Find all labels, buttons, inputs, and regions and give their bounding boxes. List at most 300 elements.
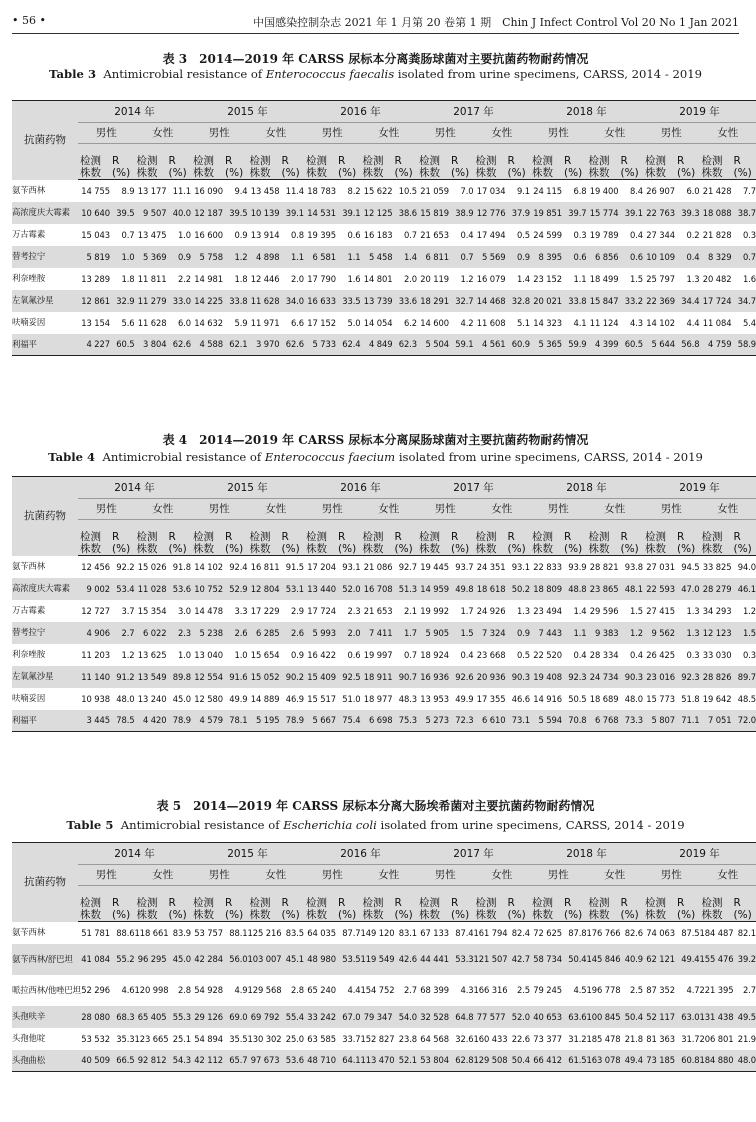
resistance-rate-cell: 48.5 bbox=[737, 693, 756, 704]
count-column-header bbox=[643, 144, 675, 180]
isolate-count-cell: 18 088 bbox=[702, 207, 732, 218]
resistance-rate-cell: 39.3 bbox=[681, 207, 700, 218]
resistance-rate-cell: 5.4 bbox=[742, 317, 756, 328]
isolate-count-cell: 15 773 bbox=[646, 693, 675, 704]
isolate-count-cell: 145 846 bbox=[586, 954, 621, 964]
isolate-count-cell: 13 914 bbox=[250, 229, 280, 240]
drug-name: 头孢他啶 bbox=[12, 1033, 46, 1043]
sex-header-male: 男性 bbox=[643, 123, 700, 144]
count-column-header bbox=[248, 886, 280, 922]
count-label-line1: 检测 bbox=[362, 531, 384, 543]
isolate-count-cell: 22 833 bbox=[533, 561, 562, 572]
count-column-header bbox=[643, 520, 675, 556]
r-label-line1: R bbox=[564, 155, 572, 167]
resistance-rate-cell: 0.7 bbox=[121, 229, 135, 240]
drug-column-header: 抗菌药物 bbox=[12, 477, 78, 556]
isolate-count-cell: 166 316 bbox=[473, 985, 508, 995]
drug-name: 哌拉西林/他唑巴坦 bbox=[12, 984, 81, 995]
drug-column-header: 抗菌药物 bbox=[12, 843, 78, 922]
r-label-line2: (%) bbox=[338, 543, 357, 555]
table-row bbox=[12, 666, 756, 688]
year-header: 2018 年 bbox=[530, 843, 643, 865]
isolate-count-cell: 19 851 bbox=[533, 207, 562, 218]
r-label-line1: R bbox=[564, 531, 572, 543]
isolate-count-cell: 24 599 bbox=[533, 229, 562, 240]
drug-name: 头孢呋辛 bbox=[12, 1011, 46, 1021]
count-label-line2: 株数 bbox=[249, 167, 271, 179]
resistance-rate-cell: 54.0 bbox=[398, 1011, 417, 1022]
resistance-rate-cell: 78.9 bbox=[280, 710, 305, 732]
resistance-rate-cell: 10.5 bbox=[398, 185, 417, 196]
journal-citation: 中国感染控制杂志 2021 年 1 月第 20 卷第 1 期 Chin J Infect Control Vol 20 No 1 Jan 2021 bbox=[253, 16, 739, 29]
count-label-line2: 株数 bbox=[588, 909, 610, 921]
resistance-rate-cell: 56.0 bbox=[229, 954, 248, 964]
resistance-rate-cell: 53.4 bbox=[116, 583, 135, 594]
resistance-rate-cell: 1.2 bbox=[629, 627, 643, 638]
count-label-line2: 株数 bbox=[645, 543, 666, 555]
resistance-rate-cell: 33.8 bbox=[229, 295, 248, 306]
isolate-count-cell: 196 778 bbox=[586, 985, 621, 995]
r-label-line2: (%) bbox=[733, 167, 752, 179]
resistance-rate-cell: 62.6 bbox=[280, 334, 305, 356]
resistance-rate-cell: 82.1 bbox=[737, 927, 756, 938]
resistance-rate-cell: 60.9 bbox=[506, 334, 531, 356]
resistance-rate-cell: 63.0 bbox=[681, 1011, 700, 1022]
resistance-rate-cell: 52.0 bbox=[342, 583, 361, 594]
isolate-count-cell: 10 752 bbox=[194, 583, 223, 594]
sex-header-male: 男性 bbox=[78, 123, 135, 144]
resistance-rate-cell: 6.0 bbox=[686, 185, 700, 196]
sex-header-female: 女性 bbox=[587, 865, 644, 886]
resistance-rate-cell: 5.9 bbox=[234, 317, 248, 328]
resistance-rate-cell: 62.8 bbox=[449, 1050, 474, 1072]
resistance-rate-cell: 91.8 bbox=[172, 561, 191, 572]
count-label-line2: 株数 bbox=[701, 543, 723, 555]
resistance-rate-cell: 51.0 bbox=[342, 693, 361, 704]
drug-column-header: 抗菌药物 bbox=[12, 101, 78, 180]
isolate-count-cell: 5 504 bbox=[417, 334, 449, 356]
isolate-count-cell: 96 295 bbox=[137, 954, 167, 964]
count-column-header bbox=[474, 520, 506, 556]
isolate-count-cell: 4 906 bbox=[86, 627, 110, 638]
resistance-rate-cell: 2.0 bbox=[403, 273, 417, 284]
resistance-rate-cell: 90.7 bbox=[398, 671, 417, 682]
resistance-column-header bbox=[732, 144, 756, 180]
isolate-count-cell: 29 596 bbox=[589, 605, 619, 616]
resistance-rate-cell: 4.1 bbox=[573, 317, 587, 328]
count-label-line2: 株数 bbox=[475, 909, 497, 921]
isolate-count-cell: 22 520 bbox=[533, 649, 562, 660]
r-label-line1: R bbox=[451, 531, 459, 543]
isolate-count-cell: 16 936 bbox=[420, 671, 449, 682]
count-label-line1: 检测 bbox=[136, 531, 158, 543]
resistance-rate-cell: 1.2 bbox=[234, 251, 248, 262]
isolate-count-cell: 58 734 bbox=[533, 954, 562, 964]
r-label-line2: (%) bbox=[281, 909, 300, 921]
count-column-header bbox=[191, 144, 223, 180]
caption-text: Antimicrobial resistance of bbox=[102, 450, 265, 464]
isolate-count-cell: 4 227 bbox=[78, 334, 110, 356]
r-label-line2: (%) bbox=[507, 543, 526, 555]
isolate-count-cell: 69 792 bbox=[250, 1011, 280, 1022]
resistance-rate-cell: 53.1 bbox=[285, 583, 304, 594]
isolate-count-cell: 11 279 bbox=[137, 295, 167, 306]
isolate-count-cell: 27 415 bbox=[646, 605, 675, 616]
resistance-rate-cell: 0.9 bbox=[177, 251, 191, 262]
r-label-line1: R bbox=[620, 897, 628, 909]
r-label-line2: (%) bbox=[620, 167, 639, 179]
r-label-line1: R bbox=[225, 155, 233, 167]
resistance-rate-cell: 46.9 bbox=[285, 693, 304, 704]
isolate-count-cell: 10 109 bbox=[646, 251, 675, 262]
resistance-rate-cell: 1.6 bbox=[347, 273, 361, 284]
isolate-count-cell: 26 425 bbox=[646, 649, 675, 660]
resistance-rate-cell: 48.0 bbox=[116, 693, 135, 704]
resistance-rate-cell: 0.4 bbox=[460, 649, 474, 660]
resistance-rate-cell: 2.1 bbox=[403, 605, 417, 616]
drug-name: 万古霉素 bbox=[12, 605, 46, 615]
r-label-line2: (%) bbox=[338, 909, 357, 921]
resistance-rate-cell: 49.9 bbox=[455, 693, 474, 704]
r-label-line2: (%) bbox=[225, 909, 244, 921]
count-label-line1: 检测 bbox=[419, 155, 440, 167]
isolate-count-cell: 6 768 bbox=[587, 710, 619, 732]
resistance-rate-cell: 5.1 bbox=[516, 317, 530, 328]
resistance-rate-cell: 94.0 bbox=[737, 561, 756, 572]
resistance-rate-cell: 1.0 bbox=[121, 251, 135, 262]
resistance-column-header bbox=[506, 520, 531, 556]
resistance-rate-cell: 3.7 bbox=[121, 605, 135, 616]
r-label-line1: R bbox=[451, 897, 459, 909]
resistance-rate-cell: 46.1 bbox=[737, 583, 756, 594]
count-label-line1: 检测 bbox=[475, 897, 497, 909]
count-column-header bbox=[587, 520, 619, 556]
resistance-column-header bbox=[393, 520, 418, 556]
table-row bbox=[12, 944, 756, 975]
isolate-count-cell: 15 354 bbox=[137, 605, 167, 616]
isolate-count-cell: 163 078 bbox=[587, 1050, 619, 1072]
count-label-line1: 检测 bbox=[249, 897, 271, 909]
table-row bbox=[12, 180, 756, 202]
isolate-count-cell: 14 102 bbox=[646, 317, 675, 328]
r-label-line2: (%) bbox=[168, 167, 187, 179]
sex-header-female: 女性 bbox=[361, 499, 418, 520]
sex-header-male: 男性 bbox=[417, 499, 474, 520]
isolate-count-cell: 7 051 bbox=[700, 710, 732, 732]
count-column-header bbox=[248, 144, 280, 180]
resistance-rate-cell: 0.6 bbox=[573, 251, 587, 262]
isolate-count-cell: 12 187 bbox=[194, 207, 223, 218]
resistance-rate-cell: 11.4 bbox=[285, 185, 304, 196]
isolate-count-cell: 15 819 bbox=[420, 207, 449, 218]
isolate-count-cell: 6 581 bbox=[312, 251, 336, 262]
drug-name: 利福平 bbox=[12, 334, 78, 356]
resistance-rate-cell: 1.3 bbox=[686, 273, 700, 284]
isolate-count-cell: 5 365 bbox=[530, 334, 562, 356]
resistance-rate-cell: 34.7 bbox=[737, 295, 756, 306]
resistance-rate-cell: 69.0 bbox=[229, 1011, 248, 1022]
resistance-rate-cell: 6.2 bbox=[403, 317, 417, 328]
isolate-count-cell: 123 665 bbox=[134, 1033, 169, 1044]
isolate-count-cell: 17 355 bbox=[476, 693, 506, 704]
drug-name: 呋喃妥因 bbox=[12, 317, 46, 327]
isolate-count-cell: 16 079 bbox=[476, 273, 506, 284]
resistance-rate-cell: 0.4 bbox=[686, 251, 700, 262]
organism-name: Enterococcus faecalis bbox=[265, 67, 395, 81]
resistance-rate-cell: 50.4 bbox=[506, 1050, 531, 1072]
resistance-rate-cell: 62.4 bbox=[336, 334, 361, 356]
count-label-line2: 株数 bbox=[532, 543, 553, 555]
isolate-count-cell: 184 880 bbox=[700, 1050, 732, 1072]
sex-header-male: 男性 bbox=[643, 499, 700, 520]
drug-name: 替考拉宁 bbox=[12, 251, 46, 261]
resistance-rate-cell: 48.8 bbox=[568, 583, 587, 594]
resistance-rate-cell: 48.0 bbox=[624, 693, 643, 704]
resistance-rate-cell: 6.6 bbox=[290, 317, 304, 328]
resistance-rate-cell: 55.3 bbox=[172, 1011, 191, 1022]
resistance-rate-cell: 90.3 bbox=[624, 671, 643, 682]
resistance-rate-cell: 1.2 bbox=[460, 273, 474, 284]
isolate-count-cell: 13 549 bbox=[137, 671, 167, 682]
count-column-header bbox=[700, 144, 732, 180]
resistance-rate-cell: 3.3 bbox=[234, 605, 248, 616]
isolate-count-cell: 53 804 bbox=[417, 1050, 449, 1072]
isolate-count-cell: 42 112 bbox=[191, 1050, 223, 1072]
isolate-count-cell: 11 628 bbox=[137, 317, 167, 328]
table-row bbox=[12, 224, 756, 246]
resistance-column-header bbox=[619, 144, 644, 180]
isolate-count-cell: 15 043 bbox=[81, 229, 110, 240]
sex-header-female: 女性 bbox=[474, 865, 531, 886]
r-label-line1: R bbox=[338, 531, 346, 543]
resistance-rate-cell: 0.9 bbox=[290, 649, 304, 660]
isolate-count-cell: 20 482 bbox=[702, 273, 732, 284]
resistance-rate-cell: 91.5 bbox=[285, 561, 304, 572]
count-column-header bbox=[248, 520, 280, 556]
count-label-line1: 检测 bbox=[475, 155, 497, 167]
drug-name: 万古霉素 bbox=[12, 229, 46, 239]
resistance-rate-cell: 50.4 bbox=[624, 1011, 643, 1022]
isolate-count-cell: 6 811 bbox=[425, 251, 449, 262]
isolate-count-cell: 8 395 bbox=[538, 251, 562, 262]
resistance-rate-cell: 83.1 bbox=[398, 927, 417, 938]
count-label-line2: 株数 bbox=[701, 167, 723, 179]
isolate-count-cell: 5 569 bbox=[482, 251, 506, 262]
resistance-rate-cell: 59.9 bbox=[562, 334, 587, 356]
resistance-rate-cell: 1.2 bbox=[121, 649, 135, 660]
count-label-line1: 检测 bbox=[588, 155, 610, 167]
resistance-rate-cell: 91.2 bbox=[116, 671, 135, 682]
resistance-rate-cell: 38.9 bbox=[455, 207, 474, 218]
r-label-line2: (%) bbox=[112, 543, 131, 555]
isolate-count-cell: 21 653 bbox=[420, 229, 449, 240]
count-column-header bbox=[587, 144, 619, 180]
isolate-count-cell: 87 352 bbox=[646, 985, 675, 995]
r-label-line2: (%) bbox=[112, 909, 131, 921]
isolate-count-cell: 21 828 bbox=[702, 229, 732, 240]
resistance-rate-cell: 55.2 bbox=[116, 954, 135, 964]
isolate-count-cell: 53 757 bbox=[194, 927, 223, 938]
resistance-table-5 bbox=[12, 842, 756, 1072]
count-label-line2: 株数 bbox=[362, 909, 384, 921]
isolate-count-cell: 103 007 bbox=[247, 954, 282, 964]
resistance-rate-cell: 0.9 bbox=[234, 229, 248, 240]
count-label-line1: 检测 bbox=[701, 155, 723, 167]
resistance-rate-cell: 90.2 bbox=[285, 671, 304, 682]
sex-header-female: 女性 bbox=[135, 865, 192, 886]
year-header: 2014 年 bbox=[78, 101, 191, 123]
table-row bbox=[12, 600, 756, 622]
resistance-column-header bbox=[280, 886, 305, 922]
isolate-count-cell: 11 084 bbox=[702, 317, 732, 328]
count-label-line1: 检测 bbox=[532, 897, 553, 909]
resistance-rate-cell: 52.0 bbox=[511, 1011, 530, 1022]
resistance-rate-cell: 39.5 bbox=[116, 207, 135, 218]
sex-header-male: 男性 bbox=[78, 499, 135, 520]
count-column-header bbox=[417, 144, 449, 180]
table-row bbox=[12, 312, 756, 334]
r-label-line2: (%) bbox=[677, 909, 696, 921]
table-row bbox=[12, 290, 756, 312]
isolate-count-cell: 5 594 bbox=[530, 710, 562, 732]
resistance-rate-cell: 32.7 bbox=[455, 295, 474, 306]
isolate-count-cell: 13 154 bbox=[81, 317, 110, 328]
resistance-rate-cell: 42.6 bbox=[398, 954, 417, 964]
isolate-count-cell: 65 405 bbox=[137, 1011, 167, 1022]
isolate-count-cell: 185 478 bbox=[586, 1033, 621, 1044]
isolate-count-cell: 120 998 bbox=[134, 985, 169, 995]
isolate-count-cell: 184 487 bbox=[699, 927, 734, 938]
r-label-line2: (%) bbox=[225, 167, 244, 179]
caption-text: Antimicrobial resistance of bbox=[120, 818, 284, 832]
resistance-rate-cell: 53.6 bbox=[172, 583, 191, 594]
resistance-rate-cell: 62.6 bbox=[167, 334, 192, 356]
table-row bbox=[12, 922, 756, 944]
resistance-rate-cell: 0.7 bbox=[460, 251, 474, 262]
resistance-column-header bbox=[619, 520, 644, 556]
isolate-count-cell: 22 763 bbox=[646, 207, 675, 218]
count-label-line2: 株数 bbox=[193, 167, 214, 179]
count-label-line1: 检测 bbox=[588, 531, 610, 543]
isolate-count-cell: 24 351 bbox=[476, 561, 506, 572]
isolate-count-cell: 155 476 bbox=[699, 954, 734, 964]
resistance-rate-cell: 2.6 bbox=[290, 627, 304, 638]
count-label-line1: 检测 bbox=[362, 897, 384, 909]
resistance-column-header bbox=[732, 886, 756, 922]
resistance-rate-cell: 87.5 bbox=[681, 927, 700, 938]
isolate-count-cell: 6 698 bbox=[361, 710, 393, 732]
drug-name: 氨苄西林 bbox=[12, 561, 46, 571]
isolate-count-cell: 23 016 bbox=[646, 671, 675, 682]
isolate-count-cell: 119 549 bbox=[360, 954, 395, 964]
resistance-rate-cell: 1.4 bbox=[403, 251, 417, 262]
resistance-rate-cell: 0.4 bbox=[460, 229, 474, 240]
isolate-count-cell: 4 759 bbox=[700, 334, 732, 356]
table-3-caption-en bbox=[0, 67, 751, 81]
isolate-count-cell: 42 284 bbox=[194, 954, 223, 964]
sex-header-female: 女性 bbox=[474, 499, 531, 520]
isolate-count-cell: 100 845 bbox=[586, 1011, 621, 1022]
organism-name: Escherichia coli bbox=[283, 818, 377, 832]
isolate-count-cell: 11 203 bbox=[81, 649, 110, 660]
table-5-caption-en bbox=[0, 818, 751, 832]
isolate-count-cell: 12 554 bbox=[194, 671, 223, 682]
resistance-rate-cell: 39.2 bbox=[737, 954, 756, 964]
resistance-rate-cell: 55.4 bbox=[285, 1011, 304, 1022]
resistance-rate-cell: 45.0 bbox=[172, 954, 191, 964]
r-label-line1: R bbox=[507, 531, 515, 543]
isolate-count-cell: 18 499 bbox=[589, 273, 619, 284]
resistance-rate-cell: 50.5 bbox=[568, 693, 587, 704]
resistance-rate-cell: 1.0 bbox=[177, 229, 191, 240]
resistance-rate-cell: 90.3 bbox=[511, 671, 530, 682]
resistance-rate-cell: 92.7 bbox=[398, 561, 417, 572]
resistance-rate-cell: 0.3 bbox=[573, 229, 587, 240]
resistance-rate-cell: 2.0 bbox=[290, 273, 304, 284]
sex-header-male: 男性 bbox=[530, 123, 587, 144]
caption-text: Antimicrobial resistance of bbox=[103, 67, 266, 81]
organism-name: Enterococcus faecium bbox=[264, 450, 396, 464]
resistance-rate-cell: 21.8 bbox=[624, 1033, 643, 1044]
isolate-count-cell: 81 363 bbox=[646, 1033, 675, 1044]
count-label-line1: 检测 bbox=[588, 897, 610, 909]
isolate-count-cell: 13 739 bbox=[363, 295, 393, 306]
resistance-rate-cell: 33.6 bbox=[398, 295, 417, 306]
count-column-header bbox=[530, 144, 562, 180]
r-label-line1: R bbox=[168, 155, 176, 167]
resistance-rate-cell: 93.8 bbox=[624, 561, 643, 572]
isolate-count-cell: 21 059 bbox=[420, 185, 449, 196]
resistance-rate-cell: 0.5 bbox=[516, 229, 530, 240]
resistance-rate-cell: 21.9 bbox=[737, 1033, 756, 1044]
table-3-caption-cn: 表 3 2014—2019 年 CARSS 尿标本分离粪肠球菌对主要抗菌药物耐药情况 bbox=[162, 52, 589, 66]
r-label-line2: (%) bbox=[394, 167, 413, 179]
count-label-line2: 株数 bbox=[193, 909, 214, 921]
r-label-line1: R bbox=[281, 897, 289, 909]
isolate-count-cell: 11 124 bbox=[589, 317, 619, 328]
resistance-rate-cell: 61.5 bbox=[562, 1050, 587, 1072]
r-label-line2: (%) bbox=[451, 909, 470, 921]
count-column-header bbox=[643, 886, 675, 922]
resistance-rate-cell: 2.7 bbox=[403, 985, 417, 995]
isolate-count-cell: 29 126 bbox=[194, 1011, 223, 1022]
isolate-count-cell: 26 907 bbox=[646, 185, 675, 196]
table-row bbox=[12, 202, 756, 224]
table-3-label: Table 3 bbox=[49, 67, 97, 81]
isolate-count-cell: 21 086 bbox=[363, 561, 393, 572]
resistance-rate-cell: 60.5 bbox=[619, 334, 644, 356]
isolate-count-cell: 64 035 bbox=[307, 927, 336, 938]
isolate-count-cell: 11 971 bbox=[250, 317, 280, 328]
resistance-column-header bbox=[393, 144, 418, 180]
resistance-rate-cell: 92.6 bbox=[455, 671, 474, 682]
resistance-rate-cell: 5.0 bbox=[347, 317, 361, 328]
drug-name: 利奈唑胺 bbox=[12, 273, 46, 283]
isolate-count-cell: 14 801 bbox=[363, 273, 393, 284]
resistance-column-header bbox=[223, 144, 248, 180]
sex-header-female: 女性 bbox=[135, 499, 192, 520]
isolate-count-cell: 154 752 bbox=[360, 985, 395, 995]
resistance-rate-cell: 4.9 bbox=[234, 985, 248, 995]
resistance-rate-cell: 1.3 bbox=[686, 627, 700, 638]
drug-name: 头孢曲松 bbox=[12, 1050, 78, 1072]
isolate-count-cell: 24 115 bbox=[533, 185, 562, 196]
resistance-rate-cell: 1.3 bbox=[686, 605, 700, 616]
isolate-count-cell: 14 981 bbox=[194, 273, 223, 284]
table-row bbox=[12, 622, 756, 644]
table-row bbox=[12, 1028, 756, 1050]
isolate-count-cell: 14 531 bbox=[307, 207, 336, 218]
